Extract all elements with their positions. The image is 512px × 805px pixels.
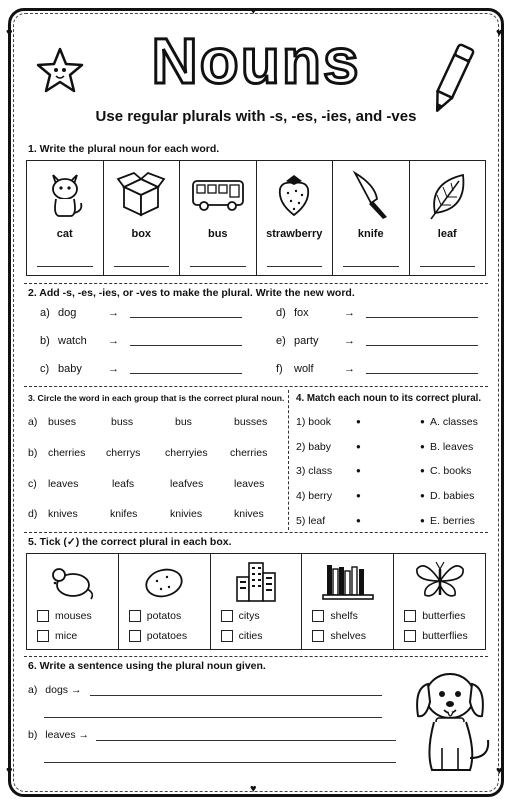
match-dot[interactable]: ● xyxy=(420,466,425,475)
writing-line[interactable] xyxy=(44,717,382,718)
section-5-tick-grid xyxy=(26,553,486,650)
list-item: b) watch → xyxy=(40,335,242,347)
answer-line[interactable] xyxy=(37,266,93,267)
leaf-icon xyxy=(425,169,469,221)
option-row: cities xyxy=(221,630,263,642)
list-item: f) wolf → xyxy=(276,363,478,375)
match-left-item: 3) class xyxy=(296,465,333,477)
writing-line[interactable] xyxy=(96,740,396,741)
word-option[interactable]: busses xyxy=(234,416,268,428)
base-word: dog xyxy=(58,307,77,319)
match-right-item: C. books xyxy=(430,465,472,477)
word-option[interactable]: cherrys xyxy=(106,447,141,459)
match-right-item: A. classes xyxy=(430,416,478,428)
match-dot[interactable]: ● xyxy=(420,417,425,426)
match-left-item: 4) berry xyxy=(296,490,333,502)
option-row: potatos xyxy=(129,610,181,622)
section-divider xyxy=(24,656,488,657)
given-noun: dogs → xyxy=(45,684,82,696)
answer-line[interactable] xyxy=(130,373,242,374)
city-icon xyxy=(231,559,281,603)
match-right-item: B. leaves xyxy=(430,441,474,453)
word-label: bus xyxy=(207,228,228,240)
arrow-icon: → xyxy=(108,335,119,347)
match-dot[interactable]: ● xyxy=(356,442,361,451)
heart-icon: ♥ xyxy=(250,5,257,17)
word-cell xyxy=(257,161,334,275)
word-cell xyxy=(333,161,410,275)
word-label: box xyxy=(131,228,152,240)
list-item: d) fox → xyxy=(276,307,478,319)
word-label: leaf xyxy=(437,228,457,240)
option-row: citys xyxy=(221,610,260,622)
section-6-heading: 6. Write a sentence using the plural noun given. xyxy=(28,660,266,672)
page-title: Nouns xyxy=(151,25,361,97)
tick-box xyxy=(27,554,119,649)
match-left-item: 1) book xyxy=(296,416,332,428)
section-2-heading: 2. Add -s, -es, -ies, or -ves to make the plural. Write the new word. xyxy=(28,287,355,299)
answer-line[interactable] xyxy=(420,266,476,267)
section-1-heading: 1. Write the plural noun for each word. xyxy=(28,143,220,155)
column-divider xyxy=(288,390,289,530)
section-divider xyxy=(24,386,488,387)
writing-line[interactable] xyxy=(90,695,382,696)
word-label: cat xyxy=(56,228,73,240)
word-cell xyxy=(410,161,486,275)
checkbox[interactable] xyxy=(312,610,324,622)
match-row xyxy=(296,515,486,529)
match-right-item: E. berries xyxy=(430,515,475,527)
word-option[interactable]: leafves xyxy=(170,478,204,490)
match-left-item: 2) baby xyxy=(296,441,332,453)
word-label: knife xyxy=(357,228,384,240)
base-word: wolf xyxy=(294,363,314,375)
option-row: shelfs xyxy=(312,610,357,622)
answer-line[interactable] xyxy=(130,317,242,318)
option-row: mice xyxy=(37,630,77,642)
word-cell xyxy=(104,161,181,275)
arrow-icon: → xyxy=(344,335,355,347)
checkbox[interactable] xyxy=(129,610,141,622)
list-item: a) dogs → xyxy=(28,684,82,696)
base-word: party xyxy=(294,335,319,347)
section-divider xyxy=(24,532,488,533)
section-divider xyxy=(24,283,488,284)
match-left-item: 5) leaf xyxy=(296,515,326,527)
heart-icon: ♥ xyxy=(6,27,13,39)
page-subtitle: Use regular plurals with -s, -es, -ies, and -ves xyxy=(95,108,417,125)
knife-icon xyxy=(349,169,393,221)
bus-icon xyxy=(189,169,247,219)
word-cell xyxy=(180,161,257,275)
answer-line[interactable] xyxy=(366,317,478,318)
cat-icon xyxy=(43,169,87,219)
butterfly-icon xyxy=(413,559,467,603)
match-row xyxy=(296,490,486,504)
match-right-item: D. babies xyxy=(430,490,475,502)
shelf-icon xyxy=(321,559,375,603)
strawberry-icon xyxy=(274,169,314,219)
tick-box xyxy=(119,554,211,649)
checkbox[interactable] xyxy=(37,610,49,622)
word-option[interactable]: knifes xyxy=(110,508,138,520)
checkbox[interactable] xyxy=(404,630,416,642)
answer-line[interactable] xyxy=(366,373,478,374)
answer-line[interactable] xyxy=(190,266,246,267)
arrow-icon: → xyxy=(344,307,355,319)
base-word: watch xyxy=(58,335,87,347)
match-row xyxy=(296,416,486,430)
heart-icon: ♥ xyxy=(6,765,13,777)
match-row xyxy=(296,441,486,455)
answer-line[interactable] xyxy=(366,345,478,346)
heart-icon: ♥ xyxy=(250,783,257,795)
checkbox[interactable] xyxy=(37,630,49,642)
box-icon xyxy=(116,169,166,219)
word-option[interactable]: buses xyxy=(48,416,77,428)
potato-icon xyxy=(139,559,189,603)
word-option[interactable]: cherries xyxy=(230,447,268,459)
checkbox[interactable] xyxy=(312,630,324,642)
match-row xyxy=(296,465,486,479)
tick-box xyxy=(394,554,485,649)
answer-line[interactable] xyxy=(267,266,323,267)
word-option[interactable]: knives xyxy=(234,508,264,520)
word-cell xyxy=(27,161,104,275)
word-option[interactable]: leaves xyxy=(48,478,79,490)
list-item: c) baby → xyxy=(40,363,242,375)
word-option[interactable]: cherryies xyxy=(165,447,208,459)
writing-line[interactable] xyxy=(44,762,396,763)
match-dot[interactable]: ● xyxy=(420,442,425,451)
base-word: fox xyxy=(294,307,309,319)
checkbox[interactable] xyxy=(129,630,141,642)
word-option[interactable]: leafs xyxy=(112,478,135,490)
match-dot[interactable]: ● xyxy=(420,491,425,500)
dog-icon xyxy=(404,662,500,776)
checkbox[interactable] xyxy=(221,610,233,622)
mouse-icon xyxy=(47,559,97,603)
section-5-heading: 5. Tick (✓) the correct plural in each box. xyxy=(28,536,232,548)
section-4-heading: 4. Match each noun to its correct plural. xyxy=(296,393,482,404)
option-row: butterfies xyxy=(404,610,465,622)
word-option[interactable]: leaves xyxy=(234,478,265,490)
given-noun: leaves → xyxy=(45,729,90,741)
tick-box xyxy=(302,554,394,649)
word-option[interactable]: knivies xyxy=(170,508,203,520)
word-option[interactable]: cherries xyxy=(48,447,86,459)
answer-line[interactable] xyxy=(130,345,242,346)
section-3-heading: 3. Circle the word in each group that is the correct plural noun. xyxy=(28,393,285,403)
base-word: baby xyxy=(58,363,82,375)
option-row: potatoes xyxy=(129,630,187,642)
option-row: mouses xyxy=(37,610,92,622)
checkbox[interactable] xyxy=(221,630,233,642)
arrow-icon: → xyxy=(108,363,119,375)
word-option[interactable]: knives xyxy=(48,508,78,520)
match-dot[interactable]: ● xyxy=(420,516,425,525)
word-label: strawberry xyxy=(266,228,323,240)
answer-line[interactable] xyxy=(343,266,399,267)
tick-box xyxy=(211,554,303,649)
option-row: shelves xyxy=(312,630,366,642)
list-item: e) party → xyxy=(276,335,478,347)
list-item: b) leaves → xyxy=(28,729,90,741)
arrow-icon: → xyxy=(344,363,355,375)
list-item: a) dog → xyxy=(40,307,242,319)
heart-icon: ♥ xyxy=(496,765,503,777)
match-dot[interactable]: ● xyxy=(356,417,361,426)
answer-line[interactable] xyxy=(114,266,170,267)
arrow-icon: → xyxy=(108,307,119,319)
heart-icon: ♥ xyxy=(496,27,503,39)
match-dot[interactable]: ● xyxy=(356,516,361,525)
section-1-word-grid xyxy=(26,160,486,276)
checkbox[interactable] xyxy=(404,610,416,622)
word-option[interactable]: bus xyxy=(175,416,192,428)
word-option[interactable]: buss xyxy=(111,416,134,428)
option-row: butterflies xyxy=(404,630,468,642)
match-dot[interactable]: ● xyxy=(356,466,361,475)
match-dot[interactable]: ● xyxy=(356,491,361,500)
